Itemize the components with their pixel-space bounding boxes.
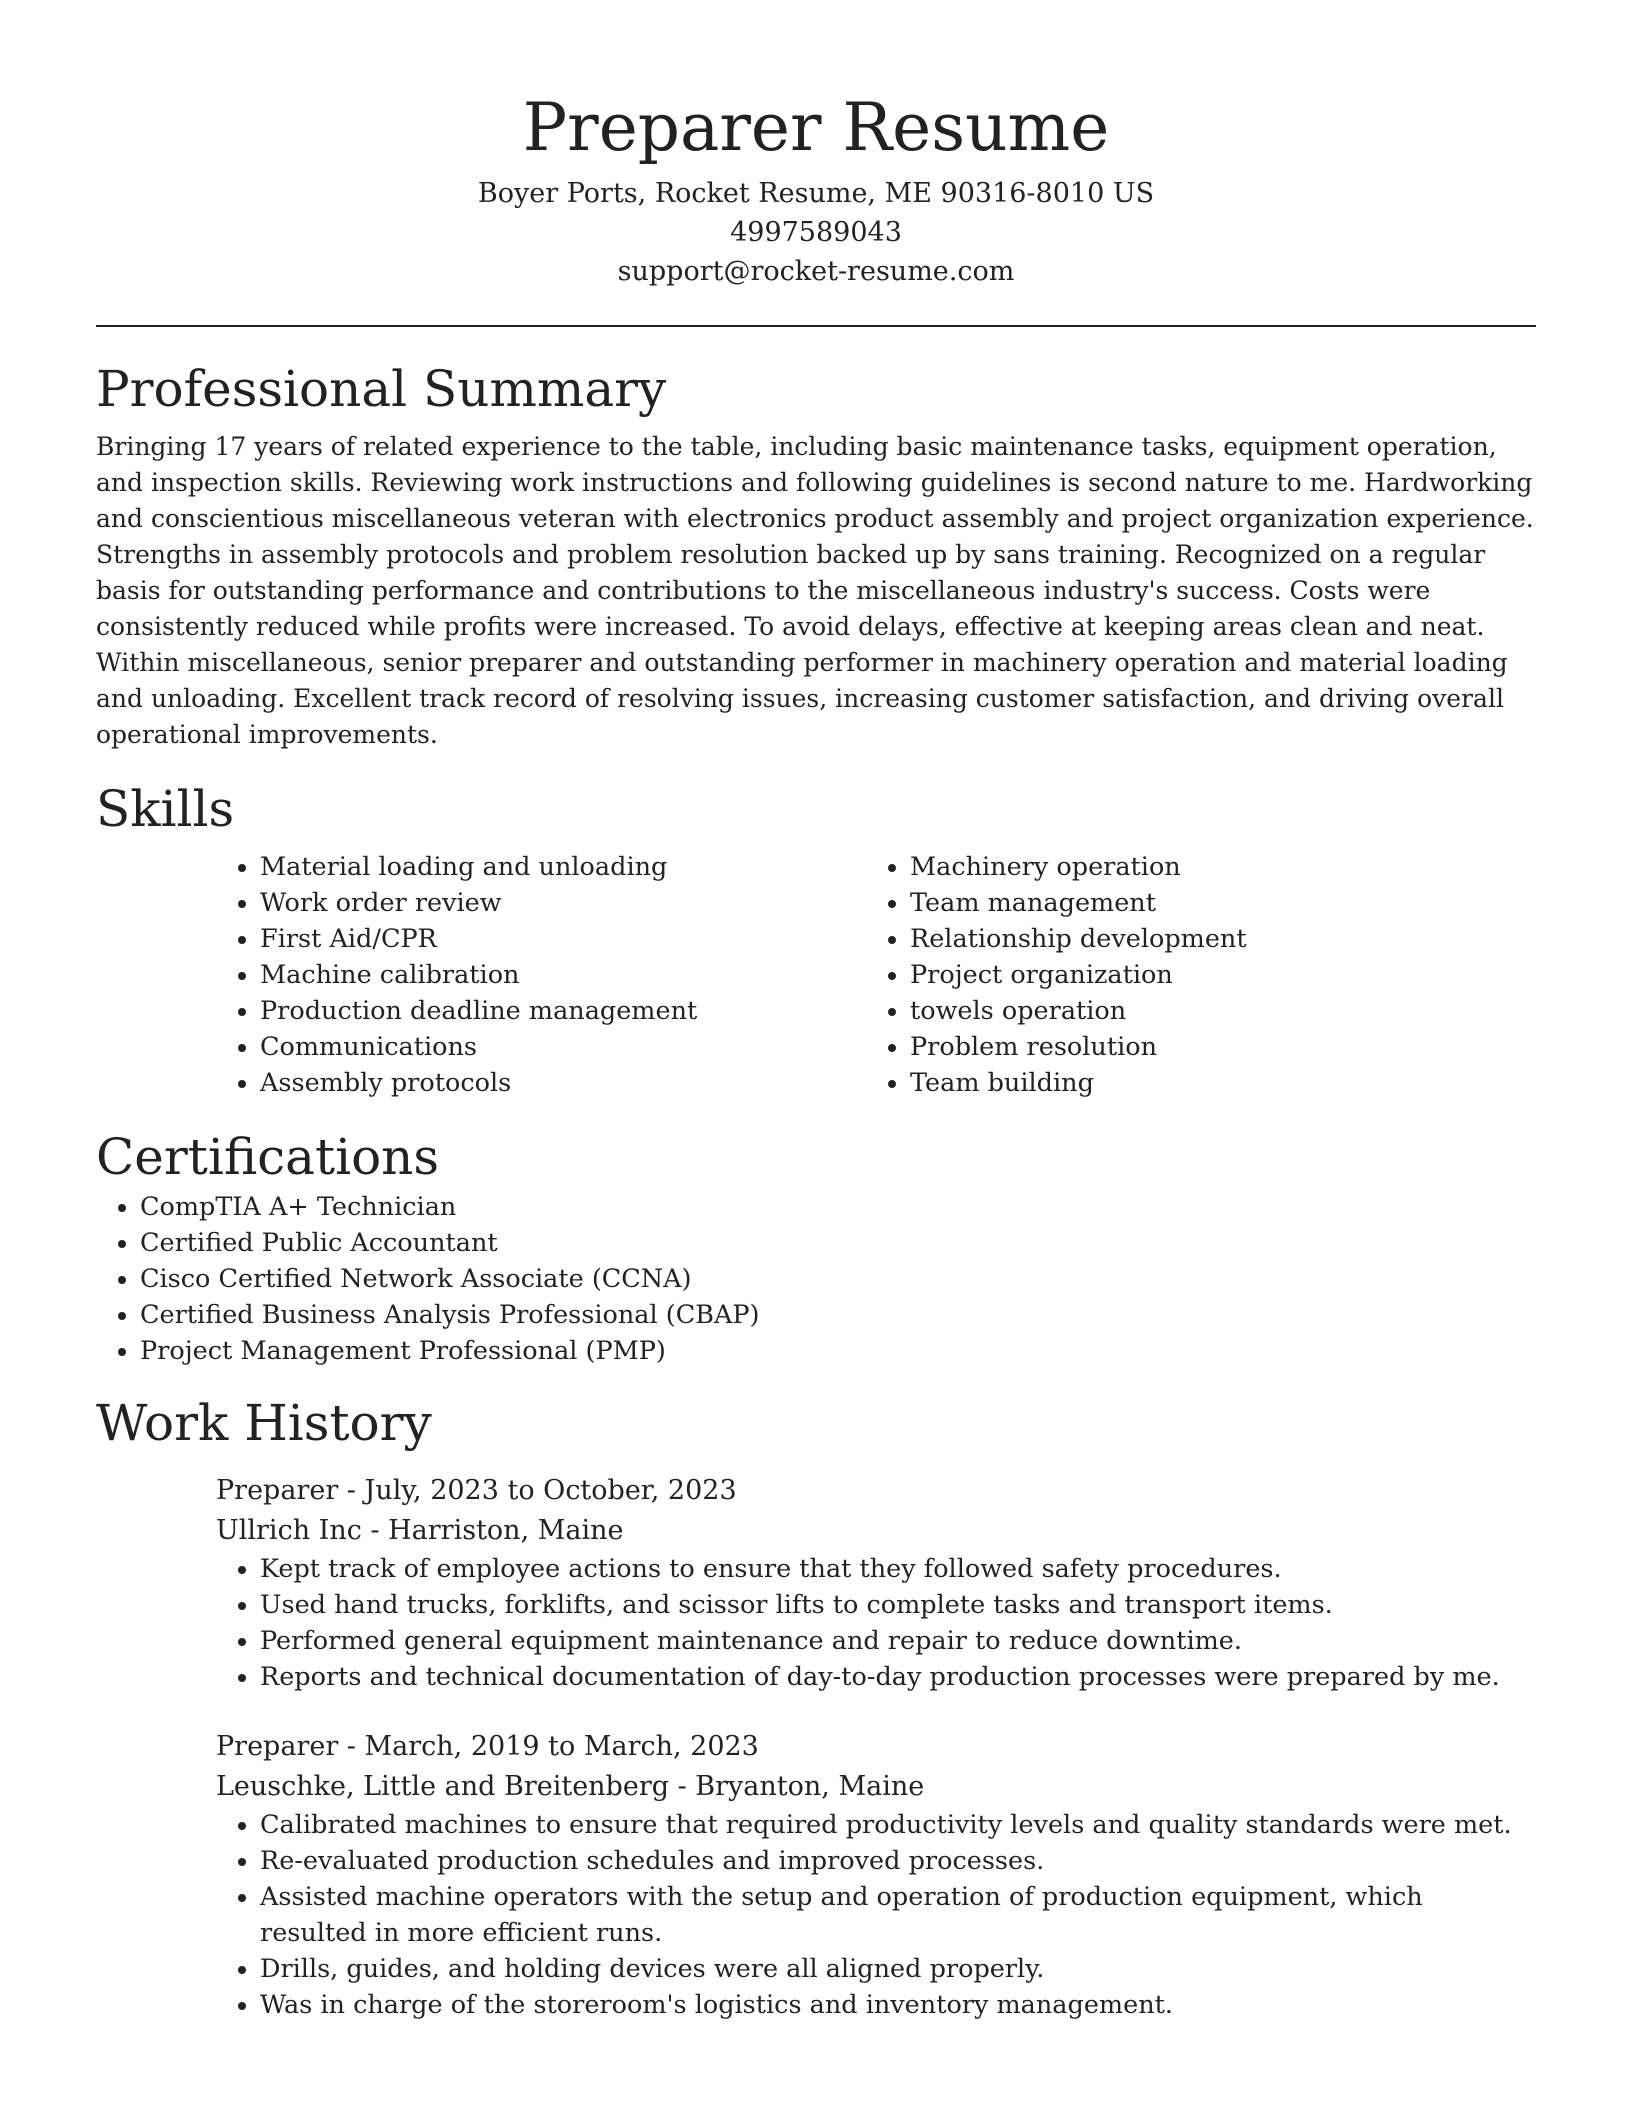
skills-section xyxy=(96,777,1536,1101)
job-duty-item: • Calibrated machines to ensure that required productivity levels and quality standards were met. xyxy=(260,1807,1536,1843)
skills-column-left xyxy=(216,849,866,1101)
skills-columns xyxy=(216,849,1536,1101)
skill-item: • Machinery operation xyxy=(910,849,1516,885)
certifications-list xyxy=(96,1189,1536,1369)
email-line: support@rocket-resume.com xyxy=(617,256,1015,287)
job-duty-item: • Re-evaluated production schedules and improved processes. xyxy=(260,1843,1536,1879)
job-entry xyxy=(216,1727,1536,2023)
skill-item: • Problem resolution xyxy=(910,1029,1516,1065)
header-divider xyxy=(96,325,1536,327)
skill-item: • Work order review xyxy=(260,885,866,921)
job-duty-item: • Reports and technical documentation of day-to-day production processes were prepared by me. xyxy=(260,1659,1536,1695)
certification-item: • Certified Business Analysis Professional (CBAP) xyxy=(140,1297,1536,1333)
skills-column-right xyxy=(866,849,1516,1101)
address-line: Boyer Ports, Rocket Resume, ME 90316-8010 US xyxy=(477,178,1155,209)
summary-section xyxy=(96,357,1536,753)
job-company-line: Ullrich Inc - Harriston, Maine xyxy=(216,1515,624,1546)
summary-heading: Professional Summary xyxy=(96,360,667,418)
skills-list-right xyxy=(866,849,1516,1101)
phone-line: 4997589043 xyxy=(730,217,902,248)
skill-item: • First Aid/CPR xyxy=(260,921,866,957)
work-history-heading: Work History xyxy=(96,1394,432,1452)
skill-item: • Team building xyxy=(910,1065,1516,1101)
job-duties-list xyxy=(216,1551,1536,1695)
job-title-line: Preparer - July, 2023 to October, 2023 xyxy=(216,1475,737,1506)
skill-item: • Assembly protocols xyxy=(260,1065,866,1101)
skill-item: • Relationship development xyxy=(910,921,1516,957)
job-company-line: Leuschke, Little and Breitenberg - Bryanton, Maine xyxy=(216,1771,925,1802)
skill-item: • Production deadline management xyxy=(260,993,866,1029)
job-title-line: Preparer - March, 2019 to March, 2023 xyxy=(216,1731,759,1762)
certification-item: • Cisco Certified Network Associate (CCNA) xyxy=(140,1261,1536,1297)
job-duty-item: • Kept track of employee actions to ensure that they followed safety procedures. xyxy=(260,1551,1536,1587)
job-entry xyxy=(216,1471,1536,1695)
certification-item: • CompTIA A+ Technician xyxy=(140,1189,1536,1225)
job-duty-item: • Used hand trucks, forklifts, and scissor lifts to complete tasks and transport items. xyxy=(260,1587,1536,1623)
job-duty-item: • Was in charge of the storeroom's logistics and inventory management. xyxy=(260,1987,1536,2023)
skill-item: • Material loading and unloading xyxy=(260,849,866,885)
summary-text: Bringing 17 years of related experience to the table, including basic maintenance tasks, equipment operation, and inspection skills. Reviewing work instructions and following guidelines is second nature to me. Hardworking and conscientious miscellaneous veteran with electronics product assembly and project organization experience. Strengths in assembly protocols and problem resolution backed up by sans training. Recognized on a regular basis for outstanding performance and contributions to the miscellaneous industry's success. Costs were consistently reduced while profits were increased. To avoid delays, effective at keeping areas clean and neat. Within miscellaneous, senior preparer and outstanding performer in machinery operation and material loading and unloading. Excellent track record of resolving issues, increasing customer satisfaction, and driving overall operational improvements. xyxy=(96,432,1534,749)
skills-list-left xyxy=(216,849,866,1101)
resume-page xyxy=(96,0,1536,2023)
skill-item: • towels operation xyxy=(910,993,1516,1029)
skill-item: • Communications xyxy=(260,1029,866,1065)
certification-item: • Project Management Professional (PMP) xyxy=(140,1333,1536,1369)
contact-block xyxy=(96,174,1536,291)
job-duty-item: • Assisted machine operators with the setup and operation of production equipment, which resulted in more efficient runs. xyxy=(260,1879,1536,1951)
skill-item: • Project organization xyxy=(910,957,1516,993)
skill-item: • Team management xyxy=(910,885,1516,921)
resume-title: Preparer Resume xyxy=(522,89,1110,166)
certifications-heading: Certifications xyxy=(96,1128,440,1186)
work-history-section xyxy=(96,1391,1536,2023)
job-duties-list xyxy=(216,1807,1536,2023)
certifications-section xyxy=(96,1125,1536,1369)
job-duty-item: • Performed general equipment maintenance and repair to reduce downtime. xyxy=(260,1623,1536,1659)
skill-item: • Machine calibration xyxy=(260,957,866,993)
skills-heading: Skills xyxy=(96,780,235,838)
resume-header xyxy=(96,0,1536,291)
certification-item: • Certified Public Accountant xyxy=(140,1225,1536,1261)
job-duty-item: • Drills, guides, and holding devices were all aligned properly. xyxy=(260,1951,1536,1987)
